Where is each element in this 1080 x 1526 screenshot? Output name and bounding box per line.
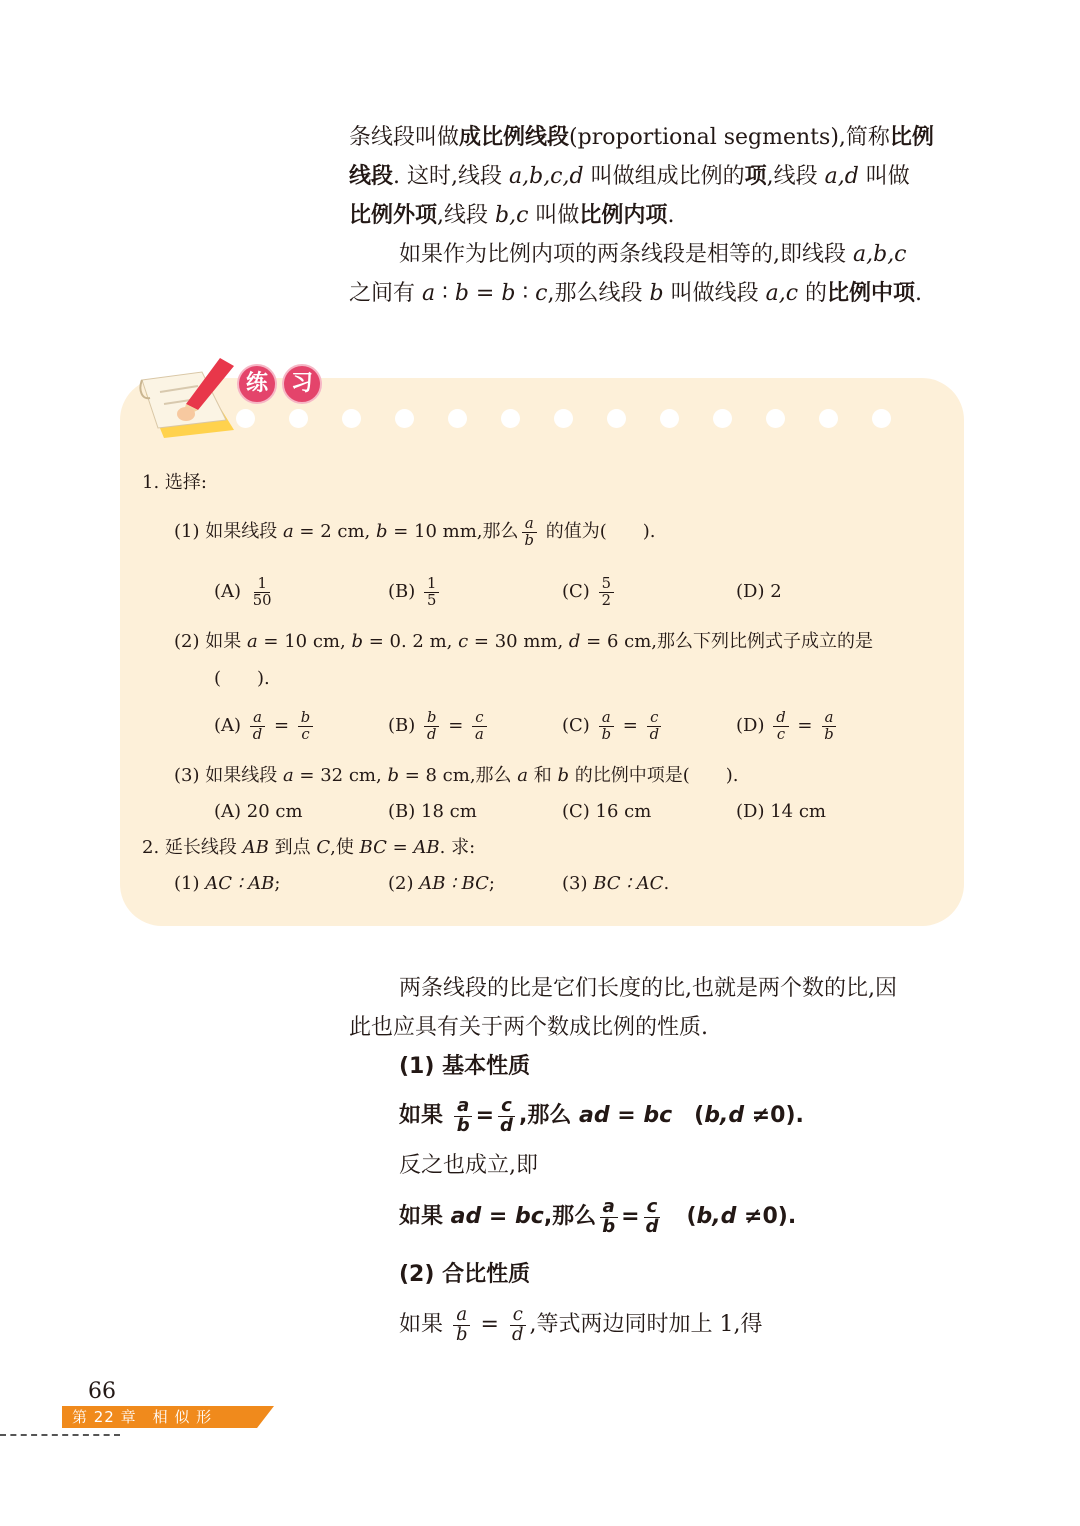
dot	[342, 409, 361, 428]
text: = 10 cm,	[257, 631, 352, 652]
math-var: ad	[450, 1204, 482, 1229]
text: (1)	[174, 873, 206, 894]
chapter-label: 第 22 章 相 似 形	[72, 1408, 213, 1426]
text: (2) 合比性质	[399, 1262, 531, 1287]
numerator: c	[498, 1097, 515, 1117]
math-var: a,b,c,d	[509, 164, 584, 189]
text: ;	[488, 873, 495, 894]
numerator: a	[599, 710, 614, 727]
text: (D) 14 cm	[736, 801, 826, 822]
intro-line-5	[349, 274, 969, 313]
denominator: d	[645, 1215, 659, 1237]
option-label: (D) 2	[736, 581, 782, 602]
term: 比例	[889, 125, 934, 150]
numerator: 1	[254, 576, 269, 593]
fraction	[821, 710, 836, 742]
math-var: a,c	[765, 281, 799, 306]
equals: =	[797, 715, 813, 736]
intro-paragraph	[349, 118, 969, 313]
text: (B) 18 cm	[388, 801, 477, 822]
text: 叫做	[528, 203, 580, 228]
math-var: b	[454, 281, 469, 306]
text: . 求:	[439, 837, 476, 858]
text: ,使	[330, 837, 360, 858]
option-label: (B)	[388, 581, 416, 602]
text: (C) 16 cm	[562, 801, 652, 822]
text: ,等式两边同时加上 1,得	[529, 1312, 763, 1337]
term-terms: 项	[744, 164, 767, 189]
numerator: c	[647, 710, 661, 727]
option-1-2-c	[562, 704, 665, 748]
equals: =	[273, 715, 290, 736]
option-1-3-d	[736, 798, 826, 826]
math-var: bc	[643, 1103, 673, 1128]
text: ≠0).	[744, 1103, 804, 1128]
denominator: b	[601, 725, 612, 743]
numerator: b	[298, 710, 313, 727]
numerator: c	[510, 1306, 526, 1326]
math-var: AB	[413, 837, 440, 858]
math-var: b,d	[696, 1204, 737, 1229]
text: (proportional segments),简称	[569, 125, 890, 150]
dot	[501, 409, 520, 428]
option-1-1-b	[388, 570, 442, 614]
text: 的值为( ).	[539, 521, 656, 542]
dashed-rule	[0, 1434, 120, 1436]
text: ;	[274, 873, 281, 894]
exercise-2-3	[562, 870, 669, 898]
denominator: b	[456, 1114, 470, 1136]
fraction	[250, 710, 265, 742]
option-1-3-b	[388, 798, 477, 826]
math-var: a	[282, 521, 294, 542]
badge-lian	[237, 364, 277, 404]
text: 反之也成立,即	[399, 1153, 538, 1178]
numerator: a	[453, 1306, 470, 1326]
text: ( ).	[214, 668, 270, 689]
fraction	[472, 710, 487, 742]
option-1-2-b	[388, 704, 490, 748]
text: ,那么线段	[547, 281, 650, 306]
denominator: 2	[601, 591, 611, 609]
formula-3: 如果 $\frac{a}{b}$ = $\frac{c}{d}$ ,等式两边同时加上 1,得	[399, 1303, 763, 1345]
math-var: a	[422, 281, 436, 306]
formula-2: 如果 ad = bc,那么 $\frac{a}{b}$ = $\frac{c}{d}$ (b,d ≠0).	[399, 1195, 797, 1237]
option-label: (A)	[214, 715, 242, 736]
text: .	[663, 873, 670, 894]
text: = 2 cm,	[293, 521, 376, 542]
fraction	[522, 516, 537, 548]
option-label: (C)	[562, 715, 590, 736]
option-label: (A)	[214, 581, 242, 602]
math-var: BC	[359, 837, 387, 858]
dot	[395, 409, 414, 428]
text: ,那么	[543, 1204, 597, 1229]
text: (2) 如果	[174, 631, 247, 652]
denominator: b	[602, 1215, 616, 1237]
option-1-3-c	[562, 798, 651, 826]
math-var: b,d	[704, 1103, 745, 1128]
numerator: c	[644, 1198, 661, 1218]
badge-text: 练	[245, 371, 268, 396]
text: =	[468, 281, 502, 306]
text: (1) 如果线段	[174, 521, 283, 542]
text: 如果	[399, 1204, 451, 1229]
numerator: c	[472, 710, 486, 727]
denominator: c	[301, 725, 310, 743]
math-var: a	[246, 631, 258, 652]
text: = 32 cm,	[293, 765, 388, 786]
math-var: b	[649, 281, 664, 306]
fraction	[647, 710, 662, 742]
math-var: AC ∶ AB	[205, 873, 275, 894]
math-var: AB ∶ BC	[419, 873, 489, 894]
math-var: b	[557, 765, 569, 786]
text: 叫做	[858, 164, 910, 189]
fraction	[453, 1303, 471, 1345]
term-proportional-segments: 成比例线段	[459, 125, 570, 150]
text: 如果作为比例内项的两条线段是相等的,即线段	[399, 242, 853, 267]
badge-xi	[282, 364, 322, 404]
term-extremes: 比例外项	[349, 203, 438, 228]
denominator: d	[252, 725, 263, 743]
intro-line-1	[349, 118, 969, 157]
exercise-1-2	[174, 628, 873, 656]
math-var: a	[517, 765, 528, 786]
math-var: c	[535, 281, 548, 306]
option-label: (B)	[388, 715, 416, 736]
option-label: (C)	[562, 581, 590, 602]
denominator: b	[524, 531, 534, 549]
formula-1: 如果 $\frac{a}{b}$ = $\frac{c}{d}$ ,那么 ad = bc (b,d ≠0).	[399, 1094, 804, 1136]
text: 之间有	[349, 281, 422, 306]
page-number: 66	[88, 1379, 116, 1404]
math-var: BC ∶ AC	[593, 873, 664, 894]
text: ,线段	[437, 203, 496, 228]
fraction	[599, 576, 614, 608]
math-var: a,d	[824, 164, 859, 189]
text: = 10 mm,那么	[387, 521, 519, 542]
text: . 这时,线段	[393, 164, 509, 189]
text: 的比例中项是( ).	[568, 765, 739, 786]
fraction	[509, 1303, 527, 1345]
text: 如果	[399, 1103, 444, 1128]
option-1-2-d	[736, 704, 840, 748]
text: 叫做组成比例的	[583, 164, 745, 189]
dot	[766, 409, 785, 428]
props-line-1	[349, 969, 969, 1008]
text: = 30 mm,	[468, 631, 569, 652]
term-mean-proportional: 比例中项	[827, 281, 916, 306]
fraction	[773, 710, 788, 742]
math-var: a	[282, 765, 294, 786]
text: 如果	[399, 1312, 450, 1337]
denominator: a	[475, 725, 484, 743]
math-var: ad	[579, 1103, 610, 1128]
text: ∶	[515, 281, 536, 306]
math-var: b	[501, 281, 516, 306]
option-1-1-a	[214, 570, 278, 614]
option-1-1-c	[562, 570, 617, 614]
fraction	[599, 1195, 618, 1237]
text: =	[609, 1103, 644, 1128]
intro-line-2	[349, 157, 969, 196]
dot	[713, 409, 732, 428]
text: 条线段叫做	[349, 125, 460, 150]
dot	[289, 409, 308, 428]
exercise-1-heading	[142, 468, 207, 494]
intro-line-3	[349, 196, 969, 235]
text: 到点	[268, 837, 317, 858]
text: = 8 cm,那么	[398, 765, 518, 786]
numerator: b	[424, 710, 439, 727]
heading-sum-property	[349, 1255, 969, 1294]
heading-basic-property	[349, 1047, 969, 1086]
dot	[872, 409, 891, 428]
math-var: b	[351, 631, 363, 652]
fraction	[424, 576, 439, 608]
fraction	[454, 1094, 473, 1136]
denominator: 50	[252, 591, 272, 609]
numerator: a	[250, 710, 265, 727]
text: (3)	[562, 873, 594, 894]
exercise-1-3	[174, 762, 738, 790]
numerator: a	[822, 710, 837, 727]
dot	[448, 409, 467, 428]
pencil-paper-icon	[138, 352, 250, 444]
fraction	[298, 710, 313, 742]
denominator: c	[776, 725, 786, 743]
numerator: a	[600, 1198, 618, 1218]
text: 此也应具有关于两个数成比例的性质.	[349, 1015, 708, 1040]
text: .	[915, 281, 923, 306]
option-label: (D)	[736, 715, 765, 736]
text: (A) 20 cm	[214, 801, 303, 822]
props-line-2	[349, 1008, 969, 1047]
exercise-2-1	[174, 870, 280, 898]
text: = 6 cm,那么下列比例式子成立的是	[580, 631, 874, 652]
fraction	[424, 710, 439, 742]
dot	[607, 409, 626, 428]
math-var: b,c	[495, 203, 529, 228]
properties-section	[349, 969, 969, 1356]
decorative-dots	[236, 409, 936, 429]
equals: =	[448, 715, 464, 736]
math-var: bc	[515, 1204, 544, 1229]
exercise-1-1	[174, 512, 655, 552]
fraction	[599, 710, 614, 742]
numerator: 1	[424, 576, 439, 593]
text: 的	[798, 281, 828, 306]
intro-line-4	[349, 235, 969, 274]
badge-text: 习	[290, 371, 313, 396]
text: 两条线段的比是它们长度的比,也就是两个数的比,因	[399, 976, 897, 1001]
denominator: d	[511, 1323, 524, 1345]
text: (	[672, 1103, 705, 1128]
text: =	[386, 837, 414, 858]
text: (2)	[388, 873, 420, 894]
math-var: b	[387, 765, 399, 786]
option-1-2-a	[214, 704, 316, 748]
option-1-1-d	[736, 570, 782, 614]
math-var: b	[375, 521, 388, 542]
fraction	[497, 1094, 516, 1136]
denominator: b	[824, 725, 834, 743]
dot	[660, 409, 679, 428]
numerator: a	[522, 516, 537, 533]
text: (3) 如果线段	[174, 765, 283, 786]
denominator: b	[456, 1323, 468, 1345]
text: .	[667, 203, 675, 228]
denominator: d	[649, 725, 660, 743]
text: ,线段	[766, 164, 825, 189]
option-1-3-a	[214, 798, 303, 826]
text: 1. 选择:	[142, 472, 207, 493]
text: 叫做线段	[663, 281, 766, 306]
dot	[554, 409, 573, 428]
converse-text	[349, 1146, 969, 1185]
text: 2. 延长线段	[142, 837, 243, 858]
fraction	[250, 576, 275, 608]
denominator: d	[500, 1114, 513, 1136]
term-means: 比例内项	[579, 203, 668, 228]
text: =	[481, 1204, 516, 1229]
numerator: a	[454, 1097, 472, 1117]
math-var: a,b,c	[853, 242, 907, 267]
text: ≠0).	[736, 1204, 797, 1229]
math-var: c	[458, 631, 469, 652]
denominator: 5	[427, 591, 437, 609]
text: (1) 基本性质	[399, 1054, 531, 1079]
exercise-1-2-blank	[214, 665, 270, 693]
math-var: d	[568, 631, 581, 652]
equals: =	[622, 715, 638, 736]
exercise-2	[142, 834, 475, 862]
text: = 0. 2 m,	[362, 631, 459, 652]
text: (	[664, 1204, 697, 1229]
text: ,那么	[518, 1103, 579, 1128]
exercise-2-2	[388, 870, 495, 898]
fraction	[643, 1195, 662, 1237]
math-var: AB	[242, 837, 269, 858]
dot	[819, 409, 838, 428]
text: 和	[528, 765, 558, 786]
numerator: 5	[599, 576, 614, 593]
math-var: C	[316, 837, 331, 858]
dot	[236, 409, 255, 428]
numerator: d	[773, 710, 788, 727]
denominator: d	[427, 725, 437, 743]
term: 线段	[349, 164, 394, 189]
text: ∶	[435, 281, 455, 306]
